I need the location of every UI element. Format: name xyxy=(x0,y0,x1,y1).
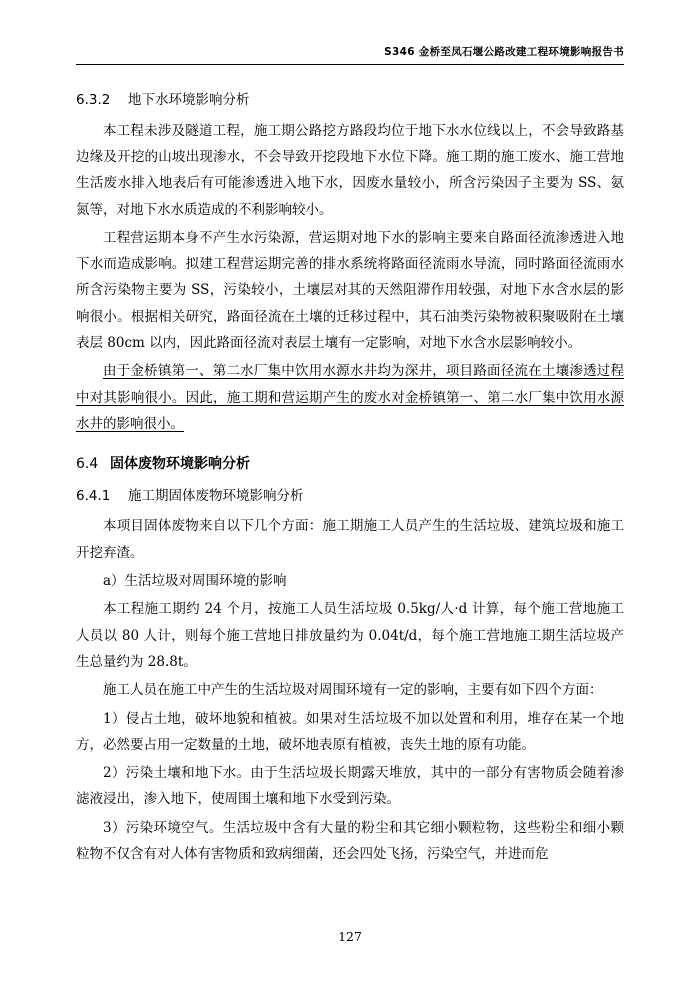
paragraph: 1）侵占土地，破坏地貌和植被。如果对生活垃圾不加以处置和利用，堆存在某一个地方，必然要占用一定数量的土地，破坏地表原有植被，丧失土地的原有功能。 xyxy=(76,710,624,753)
heading-6-4-1 xyxy=(76,486,624,508)
heading-number: 6.3.2 xyxy=(76,92,111,108)
heading-6-3-2 xyxy=(76,90,624,112)
paragraph: 施工人员在施工中产生的生活垃圾对周围环境有一定的影响，主要有如下四个方面： xyxy=(103,682,603,699)
paragraph: 本工程未涉及隧道工程，施工期公路挖方路段均位于地下水水位线以上，不会导致路基边缘及开挖的山坡出现渗水，不会导致开挖段地下水位下降。施工期的施工废水、施工营地生活废水排入地表后有可能渗透进入地下水，因废水量较小，所含污染因子主要为 SS、氨氮等，对地下水水质造成的不利影响较小。 xyxy=(76,122,624,218)
paragraph: 2）污染土壤和地下水。由于生活垃圾长期露天堆放，其中的一部分有害物质会随着渗滤液浸出，渗入地下，使周围土壤和地下水受到污染。 xyxy=(76,765,624,808)
heading-number: 6.4.1 xyxy=(76,487,111,504)
page-number: 127 xyxy=(338,929,362,944)
paragraph: a）生活垃圾对周围环境的影响 xyxy=(103,572,287,589)
paragraph: 工程营运期本身不产生水污染源，营运期对地下水的影响主要来自路面径流渗透进入地下水而造成影响。拟建工程营运期完善的排水系统将路面径流雨水导流，同时路面径流雨水所含污染物主要为 SS，污染较小，土壤层对其的天然阻滞作用较强，对地下水含水层的影响很小。根据相关研究，路面径流在土壤的迁移过程中，其石油类污染物被积聚吸附在土壤表层 80cm 以内，因此路面径流对表层土壤有一定影响，对地下水含水层影响较小。 xyxy=(76,229,624,352)
paragraph: 本项目固体废物来自以下几个方面：施工期施工人员产生的生活垃圾、建筑垃圾和施工开挖弃渣。 xyxy=(76,518,624,561)
header-divider xyxy=(76,64,624,65)
heading-text: 施工期固体废物环境影响分析 xyxy=(128,487,304,504)
document-content xyxy=(76,80,624,869)
page-header: S346 金桥至凤石堰公路改建工程环境影响报告书 xyxy=(384,46,624,58)
heading-text: 固体废物环境影响分析 xyxy=(110,456,250,473)
heading-6-4 xyxy=(76,453,624,475)
paragraph: 本工程施工期约 24 个月，按施工人员生活垃圾 0.5kg/人·d 计算，每个施工营地施工人员以 80 人计，则每个施工营地日排放量约为 0.04t/d，每个施工营地施工期生活垃圾产生总量约为 28.8t。 xyxy=(76,601,624,670)
heading-number: 6.4 xyxy=(76,456,99,473)
paragraph: 3）污染环境空气。生活垃圾中含有大量的粉尘和其它细小颗粒物，这些粉尘和细小颗粒物不仅含有对人体有害物质和致病细菌，还会四处飞扬，污染空气，并进而危 xyxy=(76,819,624,863)
paragraph-underlined: 由于金桥镇第一、第二水厂集中饮用水源水井均为深井，项目路面径流在土壤渗透过程中对其影响很小。因此，施工期和营运期产生的废水对金桥镇第一、第二水厂集中饮用水源水井的影响很小。 xyxy=(76,363,624,433)
heading-text: 地下水环境影响分析 xyxy=(128,92,250,108)
